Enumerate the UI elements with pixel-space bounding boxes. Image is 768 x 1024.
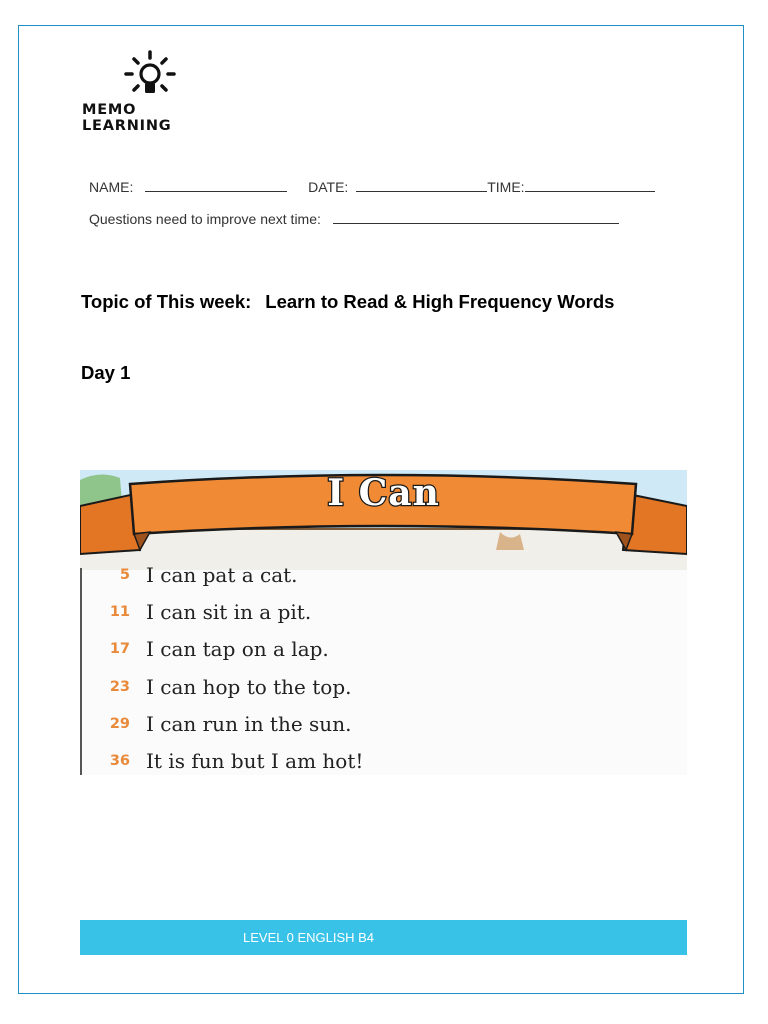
- sentence: It is fun but I am hot!: [146, 748, 364, 773]
- topic-label: Topic of This week:: [81, 291, 252, 312]
- name-label: NAME:: [89, 179, 134, 195]
- sentence: I can sit in a pit.: [146, 600, 312, 625]
- form-row-name-date-time: [89, 179, 655, 195]
- form-row-questions: [89, 211, 619, 227]
- brand-name: MEMO LEARNING: [82, 102, 172, 134]
- word-count: 17: [109, 641, 130, 658]
- footer-label: LEVEL 0 ENGLISH B4: [243, 930, 375, 945]
- day-heading: Day 1: [81, 362, 131, 383]
- footer-bar: [80, 920, 687, 955]
- word-count: 36: [109, 752, 130, 769]
- reading-line: [80, 563, 687, 600]
- time-label: TIME:: [487, 179, 525, 195]
- word-count: 11: [109, 604, 130, 621]
- date-field[interactable]: [356, 179, 487, 192]
- questions-field[interactable]: [333, 211, 619, 224]
- word-count: 5: [119, 567, 130, 583]
- reading-line: [80, 749, 687, 775]
- time-field[interactable]: [525, 179, 655, 192]
- questions-label: Questions need to improve next time:: [89, 211, 321, 227]
- name-field[interactable]: [145, 179, 287, 192]
- reading-lines: [80, 563, 687, 775]
- brand-logo: [80, 50, 220, 134]
- topic-value: Learn to Read & High Frequency Words: [265, 291, 615, 312]
- reading-line: [80, 712, 687, 749]
- sentence: I can run in the sun.: [146, 711, 352, 736]
- sentence: I can tap on a lap.: [146, 637, 329, 662]
- reading-line: [80, 675, 687, 712]
- sentence: I can pat a cat.: [146, 563, 298, 587]
- reading-passage: [80, 470, 687, 775]
- word-count: 23: [109, 678, 130, 695]
- topic-heading: [81, 291, 614, 313]
- reading-title: I Can: [327, 472, 440, 514]
- date-label: DATE:: [308, 179, 349, 195]
- lightbulb-icon: [122, 50, 178, 100]
- reading-line: [80, 637, 687, 674]
- word-count: 29: [109, 715, 130, 732]
- reading-line: [80, 600, 687, 637]
- sentence: I can hop to the top.: [146, 674, 352, 699]
